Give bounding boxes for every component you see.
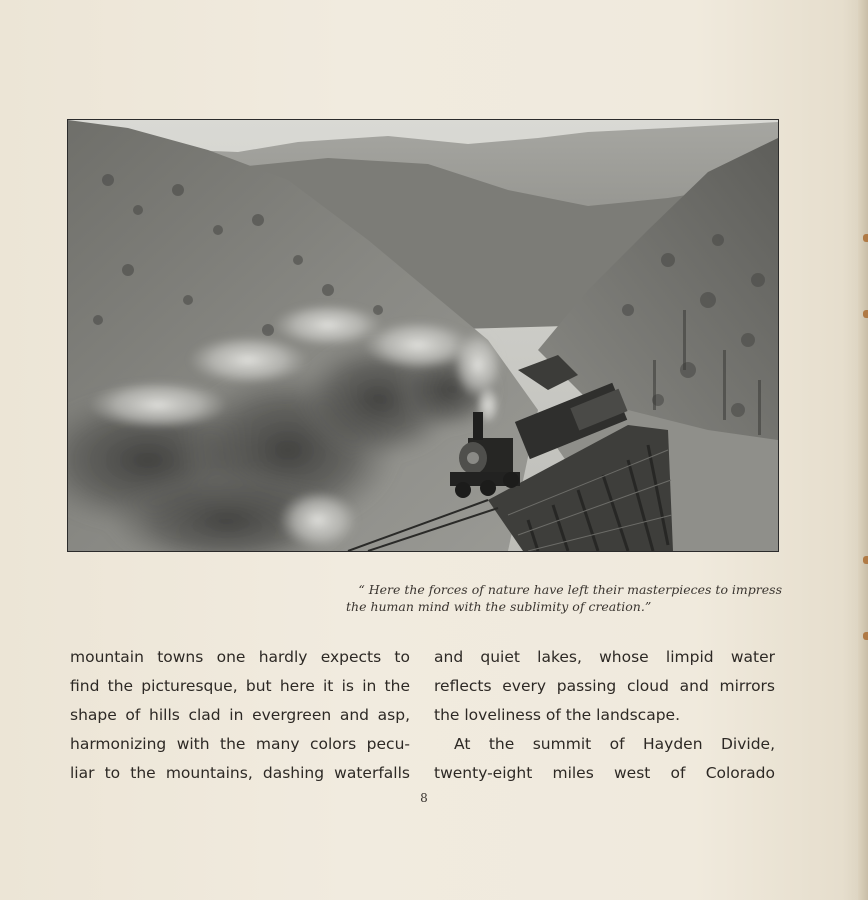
text-line: reflects every passing cloud and mirrors	[434, 677, 775, 695]
page-number: 8	[420, 791, 428, 805]
page-edge	[858, 0, 868, 900]
left-text-column	[70, 643, 410, 788]
text-line: At the summit of Hayden Divide,	[454, 735, 775, 753]
train-photograph	[67, 119, 779, 552]
text-line: the loveliness of the landscape.	[434, 706, 681, 724]
photo-caption	[330, 581, 782, 615]
right-text-column	[434, 643, 775, 788]
binding-hole	[863, 556, 868, 564]
text-line: twenty-eight miles west of Colorado	[434, 764, 775, 782]
caption-line-1: “ Here the forces of nature have left their masterpieces to impress	[358, 582, 782, 597]
caption-line-2: the human mind with the sublimity of creation.”	[346, 599, 652, 614]
binding-hole	[863, 310, 868, 318]
binding-hole	[863, 632, 868, 640]
text-line: mountain towns one hardly expects to	[70, 648, 410, 666]
binding-hole	[863, 234, 868, 242]
text-line: harmonizing with the many colors pecu-	[70, 735, 410, 753]
text-line: liar to the mountains, dashing waterfalls	[70, 764, 410, 782]
text-line: and quiet lakes, whose limpid water	[434, 648, 775, 666]
text-line: shape of hills clad in evergreen and asp,	[70, 706, 410, 724]
text-line: find the picturesque, but here it is in the	[70, 677, 410, 695]
